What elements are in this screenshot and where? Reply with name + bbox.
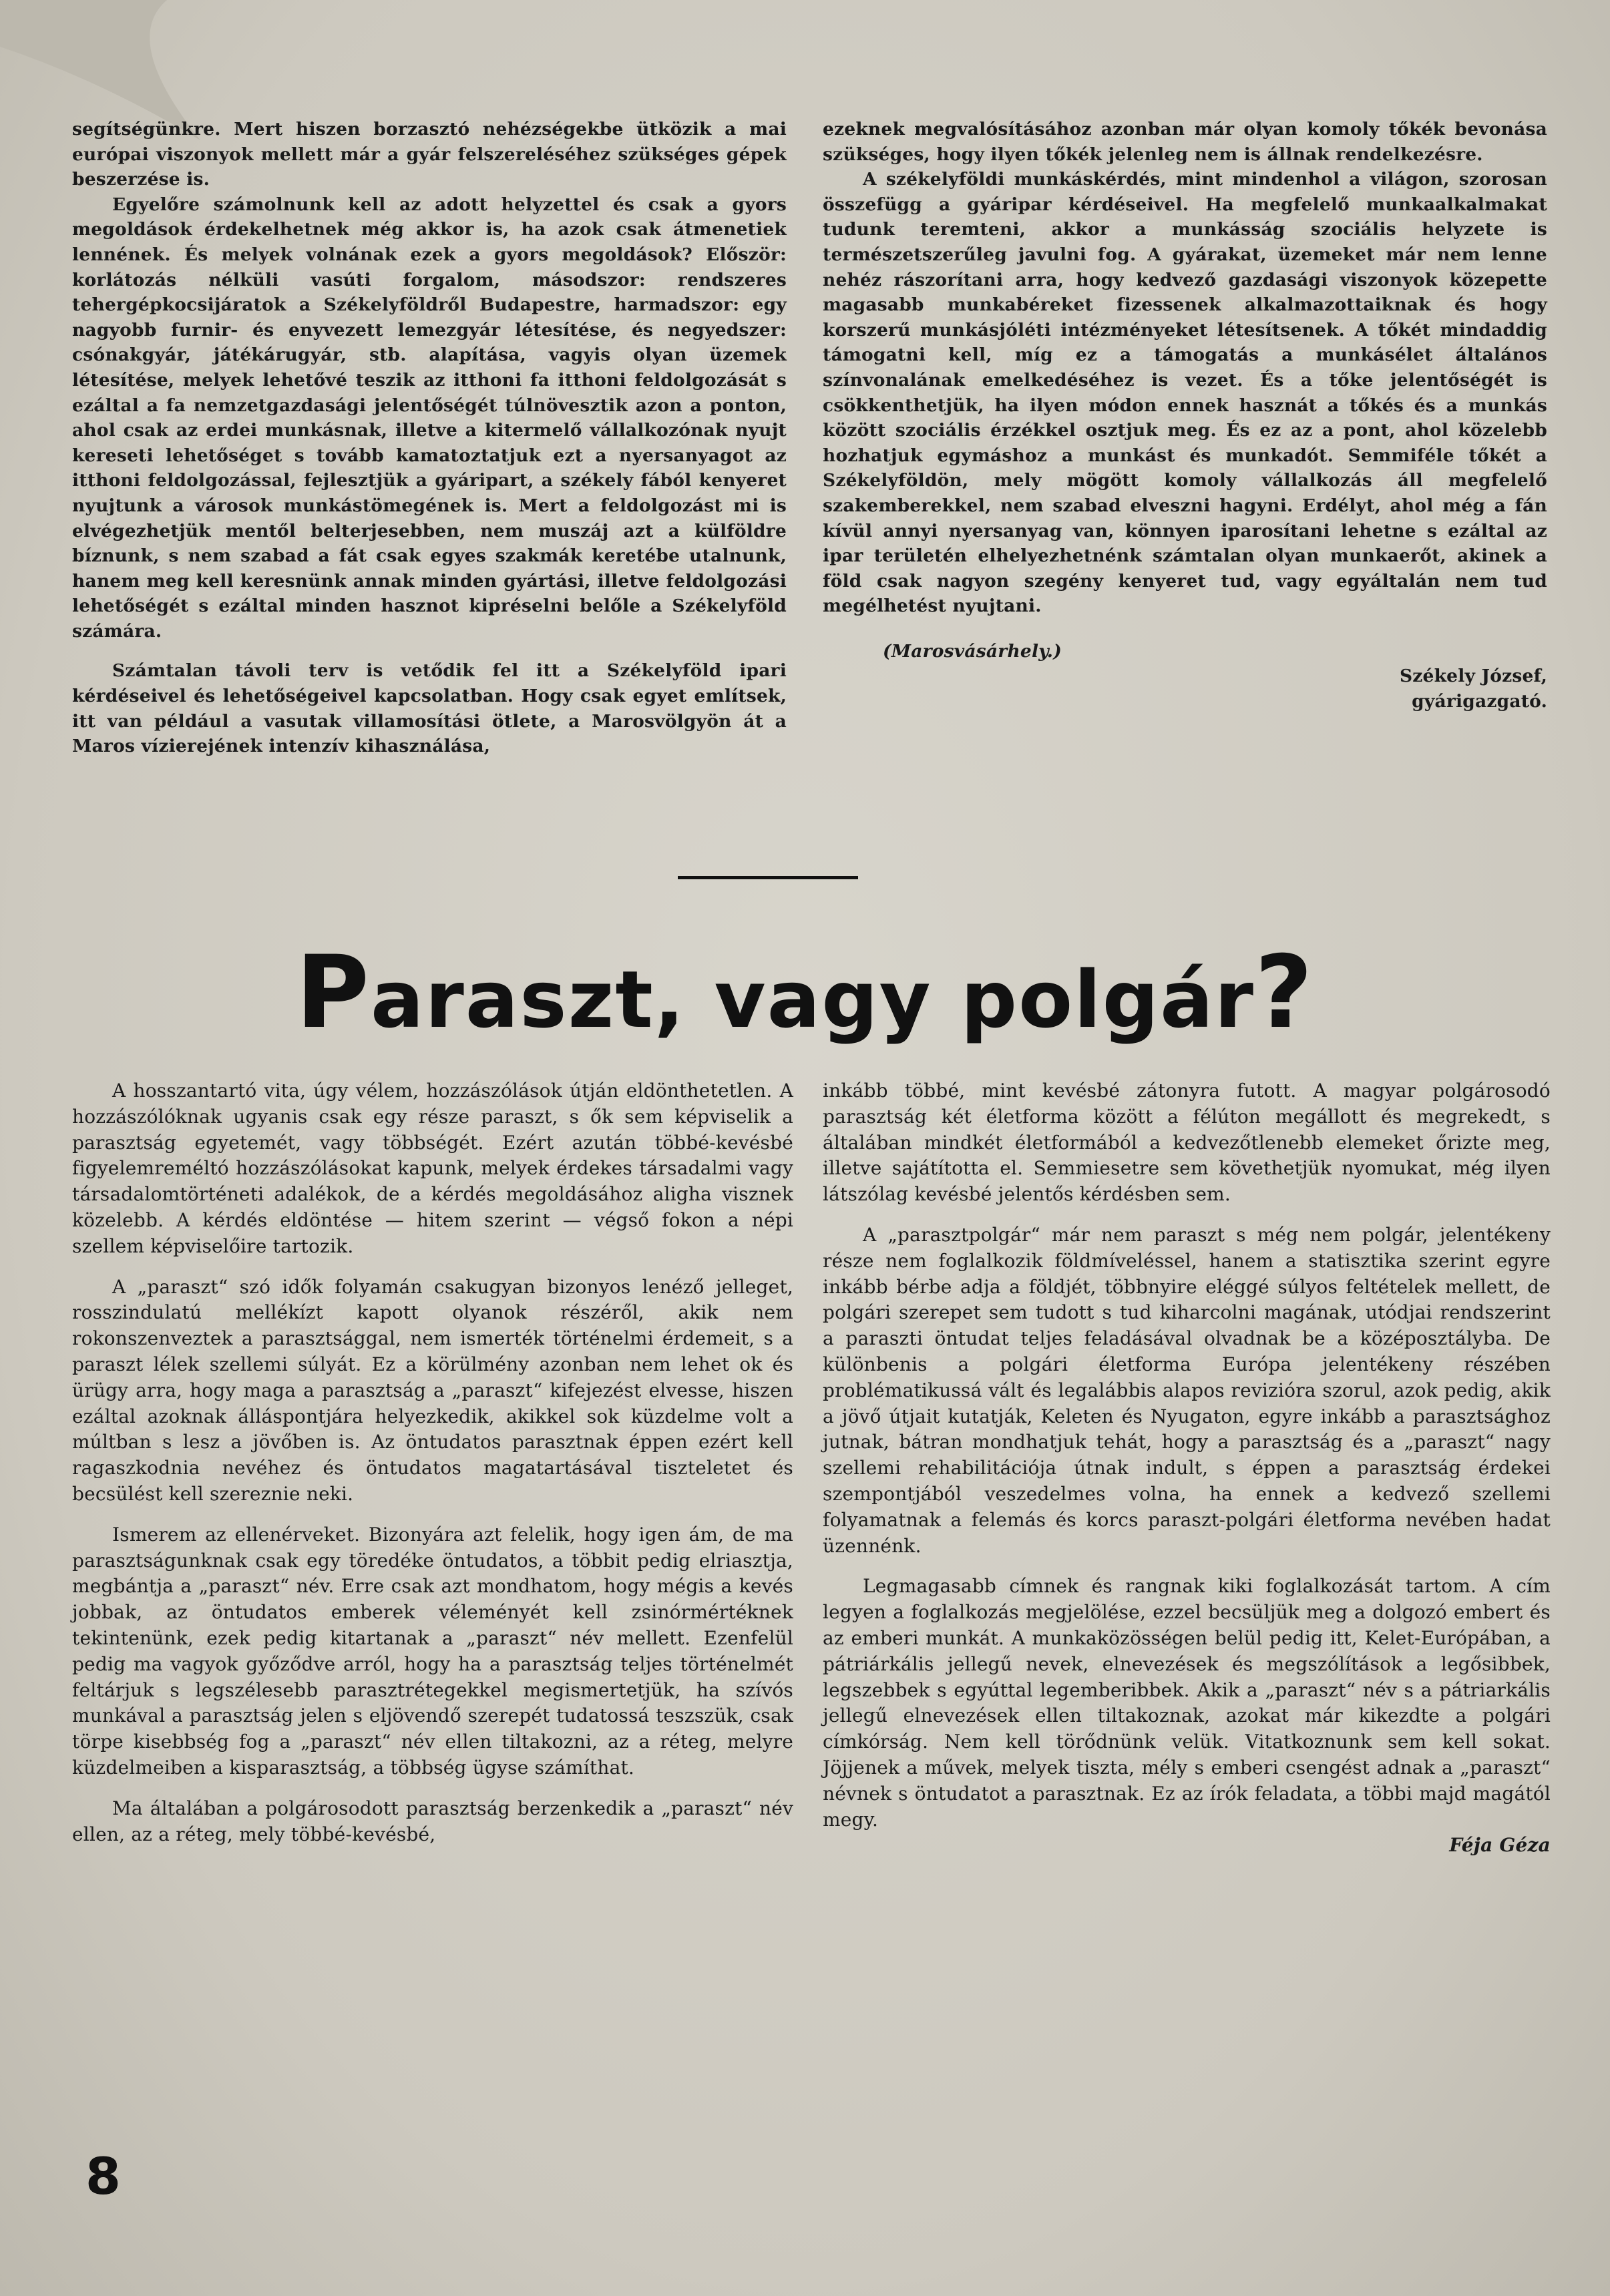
title-initial: P <box>296 935 371 1051</box>
top-right-column <box>823 117 1547 714</box>
article-right-column <box>823 1078 1551 1859</box>
title-text: araszt, vagy polgár <box>370 953 1255 1046</box>
article-title <box>0 935 1610 1051</box>
paragraph: ezeknek megvalósításához azonban már olyan komoly tőkék bevonása szükséges, hogy ilyen tőkék jelenleg nem is állnak rendelkezésre. <box>823 119 1547 165</box>
paragraph: Ismerem az ellenérveket. Bizonyára azt felelik, hogy igen ám, de ma parasztságunknak csak egy töredéke öntudatos, a többit pedig elriasztja, megbántja a „paraszt“ név. Erre csak azt mondhatom, hogy mégis a kevés jobbak, az öntudatos emberek véleményét kell zsinórmértéknek tekintenünk, ezek pedig kitartanak a „paraszt“ név mellett. Ezenfelül pedig ma vagyok győződve arról, hogy ha a parasztság teljes történelmét feltárjuk s legszélesebb parasztrétegekkel megismertetjük, ha szívós munkával a parasztság jelen s eljövendő szerepét tudatossá teszszük, csak törpe kisebbség fog a „paraszt“ név ellen tiltakozni, az a réteg, melyre küzdelmeiben a kisparasztság, a többség ügyse számíthat. <box>72 1523 793 1779</box>
signature-name: Székely József, <box>1399 666 1547 687</box>
paragraph: A „parasztpolgár“ már nem paraszt s még nem polgár, jelentékeny része nem foglalkozik földmíveléssel, hanem a statisztika szerint egyre inkább bérbe adja a földjét, többnyire eléggé súlyos feltételek mellett, de polgári szerepet sem tudott s tud kiharcolni magának, utódjai rendszerint a paraszti öntudat teljes feladásával olvadnak be a középosztályba. De különbenis a polgári életforma Európa jelentékeny részében problématikussá vált és legalábbis alapos revizióra szorul, azok pedig, akik a jövő útjait kutatják, Keleten és Nyugaton, egyre inkább a parasztsághoz jutnak, bátran mondhatjuk tehát, hogy a parasztság és a „paraszt“ nagy szellemi rehabilitációja útnak indult, s éppen a parasztság érdekei szempontjából veszedelmes volna, ha ennek a kedvező szellemi folyamatnak a felemás és korcs paraszt-polgári életforma nevében hadat üzennénk. <box>823 1223 1551 1557</box>
paragraph: inkább többé, mint kevésbé zátonyra futott. A magyar polgárosodó parasztság két életforma között a félúton megállott és megrekedt, s általában mindkét életformából a kedvezőtlenebb elemeket őrizte meg, illetve sajátította el. Semmiesetre sem követhetjük nyomukat, még ilyen látszólag kevésbé jelentős kérdésben sem. <box>823 1080 1551 1206</box>
paragraph: Egyelőre számolnunk kell az adott helyzettel és csak a gyors megoldások érdekelhetnek még akkor is, ha azok csak átmenetiek lennének. És melyek volnának ezek a gyors megoldások? Először: korlátozás nélküli vasúti forgalom, másodszor: rendszeres tehergépkocsijáratok a Székelyföldről Budapestre, harmadszor: egy nagyobb furnir- és enyvezett lemezgyár létesítése, és negyedszer: csónakgyár, játékárugyár, stb. alapítása, vagyis olyan üzemek létesítése, melyek lehetővé teszik az itthoni fa itthoni feldolgozását s ezáltal a fa nemzetgazdasági jelentőségét túlnövesztik azon a ponton, ahol csak az erdei munkásnak, illetve a kitermelő vállalkozónak nyujt kereseti lehetőséget s tovább kamatoztatjuk ezt a nyersanyagot az itthoni feldolgozással, fejlesztjük a gyáripart, a székely fából kenyeret nyujtunk a városok munkástömegének is. Mert a feldolgozást mi is elvégezhetjük mentől belterjesebben, nem muszáj azt a külföldre bíznunk, s nem szabad a fát csak egyes szakmák keretébe utalnunk, hanem meg kell keresnünk annak minden gyártási, illetve feldolgozási lehetőségét s ezáltal minden hasznot kipréselni belőle a Székelyföld számára. <box>72 194 787 642</box>
top-left-column <box>72 117 787 759</box>
article-left-column <box>72 1078 793 1847</box>
section-divider <box>678 876 858 879</box>
paragraph: A székelyföldi munkáskérdés, mint mindenhol a világon, szorosan összefügg a gyáripar kérdéseivel. Ha megfelelő munkaalkalmakat tudunk teremteni, akkor a munkásság szociális helyzete is természetszerűleg javulni fog. A gyárakat, üzemeket már nem lenne nehéz rászorítani arra, hogy kedvező gazdasági viszonyok közepette magasabb munkabéreket fizessenek alkalmazottaiknak és hogy korszerű munkásjóléti intézményeket létesítsenek. A tőkét mindaddig támogatni kell, míg ez a támogatás a munkásélet általános színvonalának emelkedéséhez is vezet. És a tőke jelentőségét is csökkenthetjük, ha ilyen módon ennek hasznát a tőkés és a munkás között szociális érzékkel osztjuk meg. És ez az a pont, ahol közelebb hozhatjuk egymáshoz a munkást és munkadót. Semmiféle tőkét a Székelyföldön, mely mögött komoly vállalkozás áll megfelelő szakemberekkel, nem szabad elveszni hagyni. Erdélyt, ahol még a fán kívül annyi nyersanyag van, könnyen iparosítani lehetne s ezáltal az ipar területén elhelyezhetnénk számtalan olyan munkaerőt, akinek a föld csak nagyon szegény kenyeret tud, vagy egyáltalán nem tud megélhetést nyujtani. <box>823 169 1547 617</box>
title-question-mark: ? <box>1254 935 1314 1051</box>
page-number: 8 <box>85 2146 121 2206</box>
article-author: Féja Géza <box>1449 1834 1551 1857</box>
place-note: (Marosvásárhely.) <box>883 640 1062 662</box>
paragraph: Számtalan távoli terv is vetődik fel itt a Székelyföld ipari kérdéseivel és lehetőségeivel kapcsolatban. Hogy csak egyet említsek, itt van például a vasutak villamosítási ötlete, a Marosvölgyön át a Maros vízierejének intenzív kihasználása, <box>72 660 787 757</box>
signature-title: gyárigazgató. <box>1412 691 1547 712</box>
paragraph: Ma általában a polgárosodott parasztság berzenkedik a „paraszt“ név ellen, az a réteg, mely többé-kevésbé, <box>72 1797 793 1845</box>
paragraph: A „paraszt“ szó idők folyamán csakugyan bizonyos lenéző jelleget, rosszindulatú mellékízt kapott olyanok részéről, akik nem rokonszenveztek a parasztsággal, nem ismerték történelmi érdemeit, s a paraszt lélek szellemi súlyát. Ez a körülmény azonban nem lehet ok és ürügy arra, hogy maga a parasztság a „paraszt“ kifejezést elvesse, hiszen ezáltal azoknak álláspontjára helyezkedik, akikkel sok küzdelme volt a múltban s lesz a jövőben is. Az öntudatos parasztnak éppen ezért kell ragaszkodnia nevéhez és öntudatos magatartásával tiszteletet és becsülést kell szereznie neki. <box>72 1275 793 1505</box>
paragraph: A hosszantartó vita, úgy vélem, hozzászólások útján eldönthetetlen. A hozzászólóknak ugyanis csak egy része paraszt, s ők sem képviselik a parasztság egyetemét, vagy többségét. Ezért azután többé-kevésbé figyelemreméltó hozzászólásokat kapunk, melyek érdekes társadalmi vagy társadalomtörténeti adalékok, de a kérdés megoldásához aligha visznek közelebb. A kérdés eldöntése — hitem szerint — végső fokon a népi szellem képviselőire tartozik. <box>72 1080 793 1257</box>
paragraph: segítségünkre. Mert hiszen borzasztó nehézségekbe ütközik a mai európai viszonyok mellett már a gyár felszereléséhez szükséges gépek beszerzése is. <box>72 119 787 190</box>
paragraph: Legmagasabb címnek és rangnak kiki foglalkozását tartom. A cím legyen a foglalkozás megjelölése, ezzel becsüljük meg a dolgozó embert és az emberi munkát. A munkaközösségen belül pedig itt, Kelet-Európában, a pátriárkális jellegű nevek, elnevezések és megszólítások a legősibbek, legszebbek s egyúttal legemberibbek. Akik a „paraszt“ név s a pátriarkális jellegű elnevezések ellen tiltakoznak, azokat már kikezdte a polgári címkórság. Nem kell törődnünk velük. Vitatkoznunk sem kell sokat. Jöjjenek a művek, melyek tiszta, mély s emberi csengést adnak a „paraszt“ névnek s öntudatot a parasztnak. Ez az írók feladata, a többi majd magától megy. <box>823 1575 1551 1831</box>
